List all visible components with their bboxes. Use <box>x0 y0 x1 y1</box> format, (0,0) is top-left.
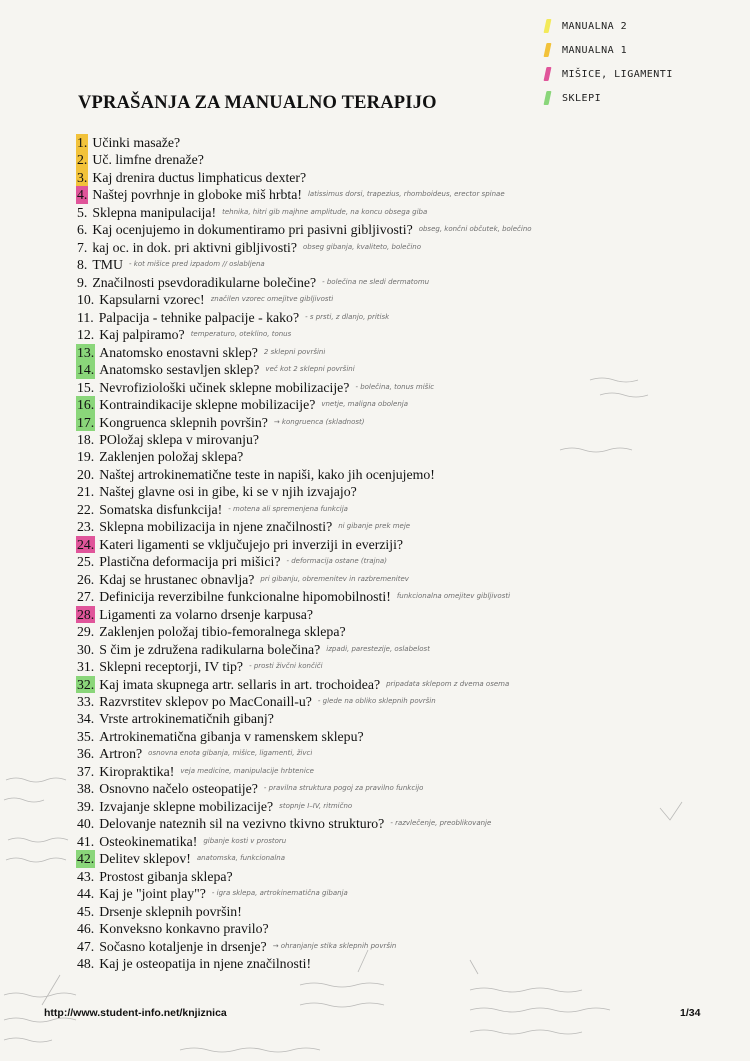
handwritten-note: - bolečina, tonus mišic <box>355 382 435 391</box>
handwritten-note: - bolečina ne sledi dermatomu <box>322 277 430 286</box>
handwritten-note: obseg gibanja, kvaliteto, bolečino <box>303 242 421 251</box>
handwritten-note: - razvlečenje, preoblikovanje <box>390 819 492 828</box>
question-text: Kongruenca sklepnih površin? <box>99 414 268 430</box>
handwritten-note: pripadata sklepom z dvema osema <box>386 679 510 688</box>
question-text: Sklepna mobilizacija in njene značilnosti? <box>99 519 333 535</box>
question-number: 23. <box>77 519 95 535</box>
legend-label: MANUALNA 1 <box>562 44 628 56</box>
question-number: 15. <box>77 379 95 395</box>
question-text: Nevrofiziološki učinek sklepne mobilizacije? <box>99 379 350 395</box>
question-text: Zaklenjen položaj sklepa? <box>99 449 244 465</box>
question-number: 13. <box>77 344 95 360</box>
handwritten-note: veja medicine, manipulacije hrbtenice <box>180 766 314 775</box>
question-text: Kiropraktika! <box>99 763 175 779</box>
question-text: Naštej artrokinematične teste in napiši, kako jih ocenjujemo! <box>99 466 435 482</box>
question-number: 20. <box>77 466 95 482</box>
handwritten-note: tehnika, hitri gib majhne amplitude, na koncu obsega giba <box>222 207 428 216</box>
question-number: 9. <box>77 274 88 290</box>
handwritten-note: stopnje I–IV, ritmično <box>279 801 353 810</box>
question-text: Kaj je "joint play"? <box>99 886 206 902</box>
footer-url[interactable]: http://www.student-info.net/knjiznica <box>44 1007 227 1019</box>
question-text: Artron? <box>99 746 143 762</box>
question-number: 5. <box>77 204 88 220</box>
question-text: S čim je združena radikularna bolečina? <box>99 641 321 657</box>
question-text: Prostost gibanja sklepa? <box>99 868 233 884</box>
handwritten-note: - s prsti, z dlanjo, pritisk <box>305 312 390 321</box>
handwritten-note: gibanje kosti v prostoru <box>203 836 287 845</box>
question-text: Anatomsko enostavni sklep? <box>99 344 258 360</box>
question-number: 2. <box>77 152 88 168</box>
question-number: 16. <box>77 397 95 413</box>
question-text: Uč. limfne drenaže? <box>92 152 204 168</box>
question-number: 46. <box>77 921 95 937</box>
question-text: Kaj je osteopatija in njene značilnosti! <box>99 956 312 972</box>
question-text: Naštej povrhnje in globoke miš hrbta! <box>92 187 302 203</box>
handwritten-note: - glede na obliko sklepnih površin <box>317 697 436 705</box>
question-number: 19. <box>77 449 95 465</box>
question-text: Sklepna manipulacija! <box>92 204 217 220</box>
question-number: 30. <box>77 641 95 657</box>
handwritten-note: → ohranjanje stika sklepnih površin <box>272 941 397 950</box>
question-number: 6. <box>77 222 88 238</box>
handwritten-note: → kongruenca (skladnost) <box>273 417 365 426</box>
legend-label: MIŠICE, LIGAMENTI <box>562 68 673 80</box>
question-text: Osnovno načelo osteopatije? <box>99 781 258 797</box>
question-number: 26. <box>77 571 95 587</box>
handwritten-note: latissimus dorsi, trapezius, rhomboideus, erector spinae <box>307 190 505 199</box>
question-number: 21. <box>77 484 95 500</box>
handwritten-note: - prosti živčni končiči <box>249 662 323 671</box>
question-text: Značilnosti psevdoradikularne bolečine? <box>92 274 317 290</box>
question-text: Definicija reverzibilne funkcionalne hipomobilnosti! <box>99 589 391 605</box>
question-text: Plastična deformacija pri mišici? <box>99 554 281 570</box>
question-text: Kateri ligamenti se vključujejo pri inverziji in everziji? <box>99 536 404 552</box>
question-text: Osteokinematika! <box>99 833 198 849</box>
question-number: 1. <box>77 135 88 150</box>
question-number: 48. <box>77 956 95 972</box>
question-text: Delovanje nateznih sil na vezivno tkivno strukturo? <box>99 816 385 832</box>
question-text: Kdaj se hrustanec obnavlja? <box>99 571 255 587</box>
question-text: Anatomsko sestavljen sklep? <box>99 362 260 378</box>
question-text: Ligamenti za volarno drsenje karpusa? <box>99 606 314 622</box>
question-number: 12. <box>77 327 95 343</box>
question-text: Delitev sklepov! <box>99 851 191 867</box>
question-text: Učinki masaže? <box>92 135 181 150</box>
handwritten-note: vnetje, maligna obolenja <box>321 400 408 409</box>
question-number: 38. <box>77 781 95 797</box>
question-number: 25. <box>77 554 95 570</box>
question-number: 42. <box>77 851 95 867</box>
question-number: 29. <box>77 624 95 640</box>
question-number: 40. <box>77 816 95 832</box>
handwritten-note: funkcionalna omejitev gibljivosti <box>396 592 511 601</box>
document-title: VPRAŠANJA ZA MANUALNO TERAPIJO <box>78 93 437 113</box>
question-number: 47. <box>77 938 95 954</box>
handwritten-note: obseg, končni občutek, bolečino <box>418 225 532 234</box>
question-number: 14. <box>77 362 95 378</box>
question-number: 11. <box>77 309 94 325</box>
question-text: kaj oc. in dok. pri aktivni gibljivosti? <box>92 239 297 255</box>
handwritten-note: - kot mišice pred izpadom // oslabljena <box>129 260 265 269</box>
question-number: 27. <box>77 589 95 605</box>
question-text: POložaj sklepa v mirovanju? <box>99 431 260 447</box>
question-number: 7. <box>77 239 88 255</box>
question-number: 31. <box>77 659 95 675</box>
question-number: 39. <box>77 798 95 814</box>
legend-label: MANUALNA 2 <box>562 20 628 32</box>
question-text: TMU <box>92 257 124 273</box>
question-number: 35. <box>77 728 95 744</box>
question-number: 34. <box>77 711 95 727</box>
question-text: Kaj imata skupnega artr. sellaris in art. trochoidea? <box>99 676 381 692</box>
question-text: Vrste artrokinematičnih gibanj? <box>99 711 274 727</box>
question-text: Sočasno kotaljenje in drsenje? <box>99 938 267 954</box>
question-number: 41. <box>77 833 95 849</box>
question-number: 37. <box>77 763 95 779</box>
handwritten-note: ni gibanje prek meje <box>338 522 411 531</box>
question-text: Konveksno konkavno pravilo? <box>99 921 269 937</box>
question-text: Razvrstitev sklepov po MacConaill-u? <box>99 694 312 709</box>
handwritten-note: osnovna enota gibanja, mišice, ligamenti, živci <box>148 749 313 758</box>
question-number: 17. <box>77 414 95 430</box>
question-number: 10. <box>77 292 95 308</box>
handwritten-note: - igra sklepa, artrokinematična gibanja <box>211 889 348 898</box>
question-number: 8. <box>77 257 88 273</box>
question-text: Kaj ocenjujemo in dokumentiramo pri pasivni gibljivosti? <box>92 222 413 238</box>
handwritten-note: izpadi, parestezije, oslabelost <box>326 644 430 653</box>
handwritten-note: - pravilna struktura pogoj za pravilno funkcijo <box>263 784 424 793</box>
question-number: 32. <box>77 676 95 692</box>
question-number: 33. <box>77 694 95 709</box>
question-number: 4. <box>77 187 88 203</box>
question-text: Palpacija - tehnike palpacije - kako? <box>98 309 300 325</box>
question-text: Zaklenjen položaj tibio-femoralnega sklepa? <box>99 624 346 640</box>
question-number: 36. <box>77 746 95 762</box>
page-number: 1/34 <box>680 1007 701 1019</box>
handwritten-note: več kot 2 sklepni površini <box>265 365 355 374</box>
handwritten-note: anatomska, funkcionalna <box>196 854 285 863</box>
handwritten-note: 2 sklepni površini <box>263 347 326 356</box>
question-text: Sklepni receptorji, IV tip? <box>99 659 244 675</box>
question-number: 24. <box>77 536 95 552</box>
question-number: 44. <box>77 886 95 902</box>
question-text: Somatska disfunkcija! <box>99 501 223 517</box>
handwritten-note: - deformacija ostane (trajna) <box>286 557 387 566</box>
handwritten-note: - motena ali spremenjena funkcija <box>228 504 348 513</box>
question-text: Artrokinematična gibanja v ramenskem sklepu? <box>99 728 364 744</box>
question-number: 22. <box>77 501 95 517</box>
legend-label: SKLEPI <box>562 92 602 104</box>
question-number: 18. <box>77 431 95 447</box>
question-number: 28. <box>77 606 95 622</box>
question-number: 45. <box>77 903 95 919</box>
handwritten-note: temperaturo, oteklino, tonus <box>190 330 292 339</box>
question-text: Naštej glavne osi in gibe, ki se v njih izvajajo? <box>99 484 357 500</box>
question-text: Kaj drenira ductus limphaticus dexter? <box>92 169 307 185</box>
question-text: Kapsularni vzorec! <box>99 292 205 308</box>
question-text: Izvajanje sklepne mobilizacije? <box>99 798 274 814</box>
handwritten-note: pri gibanju, obremenitev in razbremenitev <box>260 574 409 583</box>
question-number: 3. <box>77 169 88 185</box>
question-text: Kaj palpiramo? <box>99 327 185 343</box>
question-text: Kontraindikacije sklepne mobilizacije? <box>99 397 316 413</box>
handwritten-note: značilen vzorec omejitve gibljivosti <box>210 295 334 304</box>
question-number: 43. <box>77 868 95 884</box>
question-text: Drsenje sklepnih površin! <box>99 903 242 919</box>
